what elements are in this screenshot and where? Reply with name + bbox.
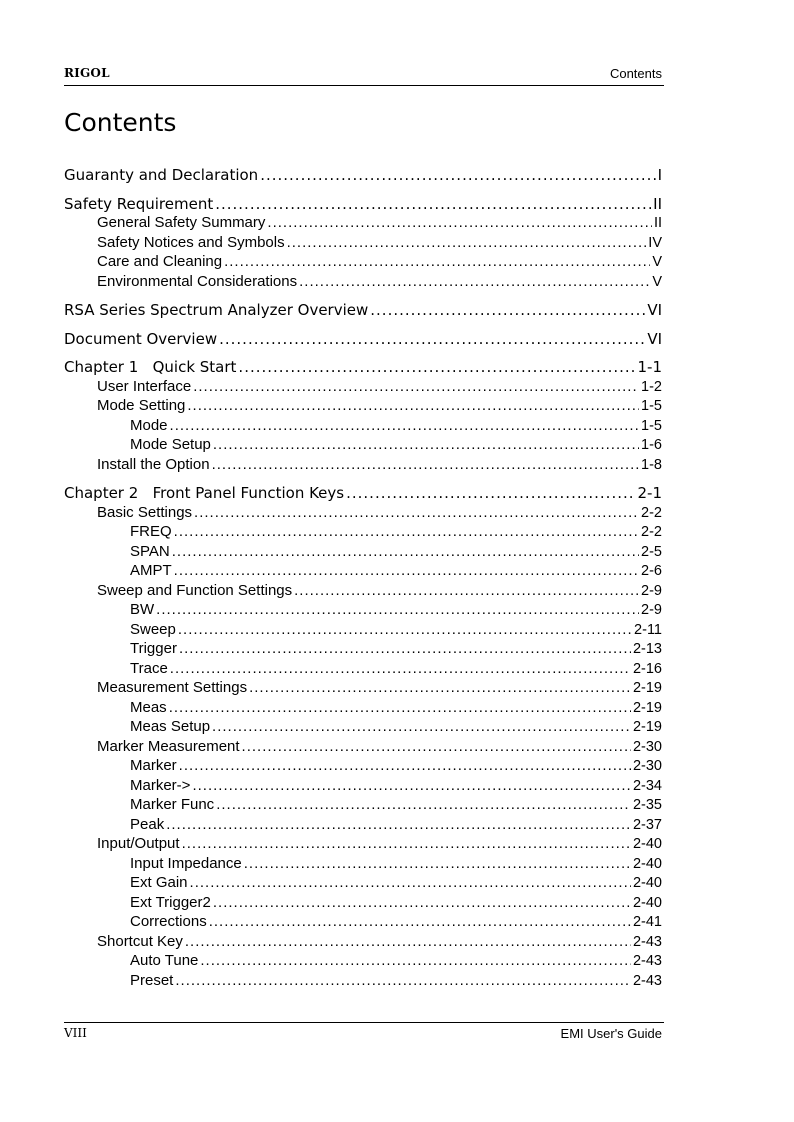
toc-entry-title: Ext Trigger2 — [130, 893, 211, 911]
toc-entry[interactable] — [64, 456, 662, 476]
toc-leader-dots — [370, 301, 645, 319]
toc-leader-dots — [185, 933, 631, 950]
toc-leader-dots — [192, 777, 631, 794]
toc-entry-title: Preset — [130, 971, 174, 989]
toc-entry-title: Mode — [130, 416, 168, 434]
toc-entry-page: 2-43 — [632, 953, 662, 969]
toc-leader-dots — [170, 660, 631, 677]
toc-entry-page: 1-2 — [641, 378, 662, 395]
page-footer — [64, 1022, 664, 1043]
toc-entry-title: Marker Measurement — [97, 737, 240, 755]
toc-entry-title: General Safety Summary — [97, 214, 266, 231]
toc-entry-page: 1-6 — [641, 437, 662, 453]
toc-leader-dots — [287, 234, 647, 251]
toc-entry[interactable] — [64, 562, 662, 582]
toc-entry[interactable] — [64, 660, 662, 680]
toc-entry-title: Marker — [130, 757, 177, 774]
toc-leader-dots — [215, 195, 651, 213]
toc-entry[interactable] — [64, 358, 662, 378]
toc-entry-title: Marker-> — [130, 776, 191, 794]
footer-page-number: VIII — [64, 1026, 87, 1040]
toc-entry-title: Corrections — [130, 913, 207, 930]
toc-entry-page: 2-2 — [641, 524, 662, 540]
toc-entry-page: IV — [648, 234, 662, 251]
toc-entry-page: 1-1 — [637, 358, 662, 376]
toc-entry[interactable] — [64, 757, 662, 777]
toc-entry[interactable] — [64, 699, 662, 719]
toc-entry-title: Chapter 2 Front Panel Function Keys — [64, 484, 345, 502]
toc-entry-page: 2-40 — [632, 836, 662, 852]
toc-entry[interactable] — [64, 214, 662, 234]
toc-leader-dots — [212, 456, 639, 473]
toc-entry-page: 2-5 — [641, 543, 662, 560]
toc-entry[interactable] — [64, 582, 662, 602]
toc-entry[interactable] — [64, 855, 662, 875]
toc-entry-page: 2-43 — [632, 972, 662, 989]
toc-entry-page: 2-2 — [641, 504, 662, 521]
toc-leader-dots — [187, 397, 639, 414]
toc-entry-title: Chapter 1 Quick Start — [64, 358, 237, 376]
toc-entry-title: Install the Option — [97, 455, 210, 473]
toc-entry-title: Auto Tune — [130, 952, 199, 969]
toc-entry-title: Input/Output — [97, 835, 180, 852]
toc-entry[interactable] — [64, 738, 662, 758]
toc-entry-title: Peak — [130, 815, 165, 833]
toc-leader-dots — [179, 757, 631, 774]
toc-leader-dots — [216, 796, 631, 813]
toc-entry[interactable] — [64, 679, 662, 699]
toc-entry[interactable] — [64, 913, 662, 933]
toc-entry-page: 2-9 — [641, 602, 662, 618]
header-section-title: Contents — [609, 66, 662, 81]
toc-leader-dots — [179, 640, 631, 657]
toc-entry[interactable] — [64, 933, 662, 953]
toc-entry-title: AMPT — [130, 562, 172, 579]
toc-entry-page: VI — [647, 301, 662, 319]
toc-entry-page: 2-43 — [632, 933, 662, 950]
toc-entry[interactable] — [64, 330, 662, 350]
toc-leader-dots — [172, 543, 639, 560]
toc-leader-dots — [178, 621, 632, 638]
toc-entry-title: Safety Requirement — [64, 194, 214, 213]
toc-entry[interactable] — [64, 621, 662, 641]
toc-entry-title: Basic Settings — [97, 503, 193, 521]
toc-entry-title: Trigger — [130, 640, 177, 657]
toc-leader-dots — [174, 562, 639, 579]
toc-leader-dots — [209, 913, 631, 930]
toc-leader-dots — [244, 855, 631, 872]
toc-entry-title: Marker Func — [130, 796, 215, 813]
toc-entry-title: Sweep and Function Settings — [97, 581, 293, 599]
toc-leader-dots — [193, 378, 639, 395]
toc-entry[interactable] — [64, 972, 662, 992]
toc-entry-title: SPAN — [130, 542, 170, 560]
footer-guide-name: EMI User's Guide — [560, 1026, 662, 1041]
toc-entry-page: I — [657, 166, 662, 184]
toc-entry-page: 2-19 — [632, 699, 662, 716]
toc-entry-title: Care and Cleaning — [97, 253, 223, 270]
toc-leader-dots — [169, 699, 631, 716]
toc-leader-dots — [224, 253, 650, 270]
toc-entry[interactable] — [64, 523, 662, 543]
toc-leader-dots — [294, 582, 639, 599]
toc-entry[interactable] — [64, 835, 662, 855]
toc-entry-title: Mode Setup — [130, 436, 211, 453]
toc-leader-dots — [194, 504, 639, 521]
toc-leader-dots — [249, 679, 631, 696]
toc-leader-dots — [170, 417, 640, 434]
toc-entry-title: Sweep — [130, 620, 176, 638]
toc-entry-page: 2-34 — [632, 777, 662, 794]
toc-entry-title: Measurement Settings — [97, 679, 248, 696]
toc-entry[interactable] — [64, 718, 662, 738]
toc-entry[interactable] — [64, 234, 662, 254]
page-title: Contents — [64, 108, 177, 137]
toc-entry-title: Input Impedance — [130, 854, 242, 872]
toc-leader-dots — [190, 874, 631, 891]
toc-entry-page: 2-19 — [632, 719, 662, 735]
toc-entry-title: Safety Notices and Symbols — [97, 233, 285, 251]
toc-entry[interactable] — [64, 273, 662, 293]
toc-entry[interactable] — [64, 484, 662, 504]
toc-entry-page: 2-11 — [634, 621, 662, 638]
toc-leader-dots — [260, 166, 655, 184]
toc-entry-page: VI — [647, 329, 662, 348]
toc-entry-page: 2-13 — [632, 641, 662, 657]
toc-leader-dots — [213, 894, 631, 911]
toc-entry-page: 2-37 — [632, 816, 662, 833]
toc-leader-dots — [182, 835, 631, 852]
toc-entry[interactable] — [64, 816, 662, 836]
toc-leader-dots — [213, 436, 639, 453]
toc-entry-page: 2-6 — [641, 563, 662, 579]
toc-entry-page: 2-40 — [632, 855, 662, 872]
toc-entry-title: Environmental Considerations — [97, 272, 298, 290]
toc-entry-page: V — [652, 273, 662, 290]
toc-leader-dots — [267, 214, 652, 231]
toc-entry-page: 2-40 — [632, 875, 662, 891]
toc-entry-page: II — [653, 215, 662, 231]
toc-entry-title: RSA Series Spectrum Analyzer Overview — [64, 301, 369, 319]
toc-entry-title: Ext Gain — [130, 874, 188, 891]
toc-entry[interactable] — [64, 378, 662, 398]
brand-logo: RIGOL — [64, 66, 110, 80]
toc-entry-page: 2-30 — [632, 758, 662, 774]
toc-leader-dots — [156, 601, 639, 618]
toc-entry[interactable] — [64, 874, 662, 894]
toc-entry[interactable] — [64, 640, 662, 660]
toc-entry[interactable] — [64, 504, 662, 524]
toc-entry[interactable] — [64, 195, 662, 215]
toc-entry[interactable] — [64, 397, 662, 417]
toc-entry[interactable] — [64, 894, 662, 914]
toc-leader-dots — [175, 972, 631, 989]
toc-entry-page: 2-35 — [632, 797, 662, 813]
toc-entry[interactable] — [64, 952, 662, 972]
toc-entry-page: 1-5 — [641, 417, 662, 434]
toc-leader-dots — [166, 816, 631, 833]
toc-entry-title: Shortcut Key — [97, 932, 183, 950]
toc-entry[interactable] — [64, 436, 662, 456]
toc-leader-dots — [212, 718, 631, 735]
toc-entry-title: Guaranty and Declaration — [64, 166, 259, 184]
toc-entry[interactable] — [64, 253, 662, 273]
toc-entry[interactable] — [64, 301, 662, 321]
toc-entry-title: BW — [130, 601, 155, 618]
toc-entry-title: Trace — [130, 659, 168, 677]
toc-entry[interactable] — [64, 417, 662, 437]
toc-leader-dots — [200, 952, 631, 969]
table-of-contents — [64, 166, 662, 991]
toc-entry-page: 2-40 — [632, 894, 662, 911]
toc-leader-dots — [346, 484, 635, 502]
toc-entry-title: Meas Setup — [130, 718, 211, 735]
toc-entry-page: 2-19 — [632, 680, 662, 696]
toc-entry-title: Document Overview — [64, 329, 218, 348]
toc-entry[interactable] — [64, 166, 662, 186]
toc-entry-page: V — [652, 254, 662, 270]
toc-entry-page: 1-8 — [641, 456, 662, 473]
toc-entry[interactable] — [64, 796, 662, 816]
toc-entry[interactable] — [64, 777, 662, 797]
toc-entry-page: 2-41 — [632, 914, 662, 930]
toc-entry-title: Meas — [130, 698, 167, 716]
toc-entry-page: 2-16 — [632, 660, 662, 677]
toc-entry-page: II — [653, 194, 662, 213]
toc-entry-title: FREQ — [130, 523, 172, 540]
page-header — [64, 66, 664, 86]
toc-entry-page: 2-1 — [637, 484, 662, 502]
toc-leader-dots — [242, 738, 631, 755]
toc-entry-page: 2-30 — [632, 738, 662, 755]
toc-leader-dots — [299, 273, 650, 290]
toc-entry[interactable] — [64, 601, 662, 621]
toc-leader-dots — [238, 358, 635, 376]
toc-entry[interactable] — [64, 543, 662, 563]
toc-entry-title: User Interface — [97, 377, 192, 395]
toc-entry-title: Mode Setting — [97, 397, 186, 414]
toc-leader-dots — [174, 523, 639, 540]
toc-entry-page: 2-9 — [641, 582, 662, 599]
toc-entry-page: 1-5 — [641, 398, 662, 414]
toc-leader-dots — [219, 330, 645, 348]
